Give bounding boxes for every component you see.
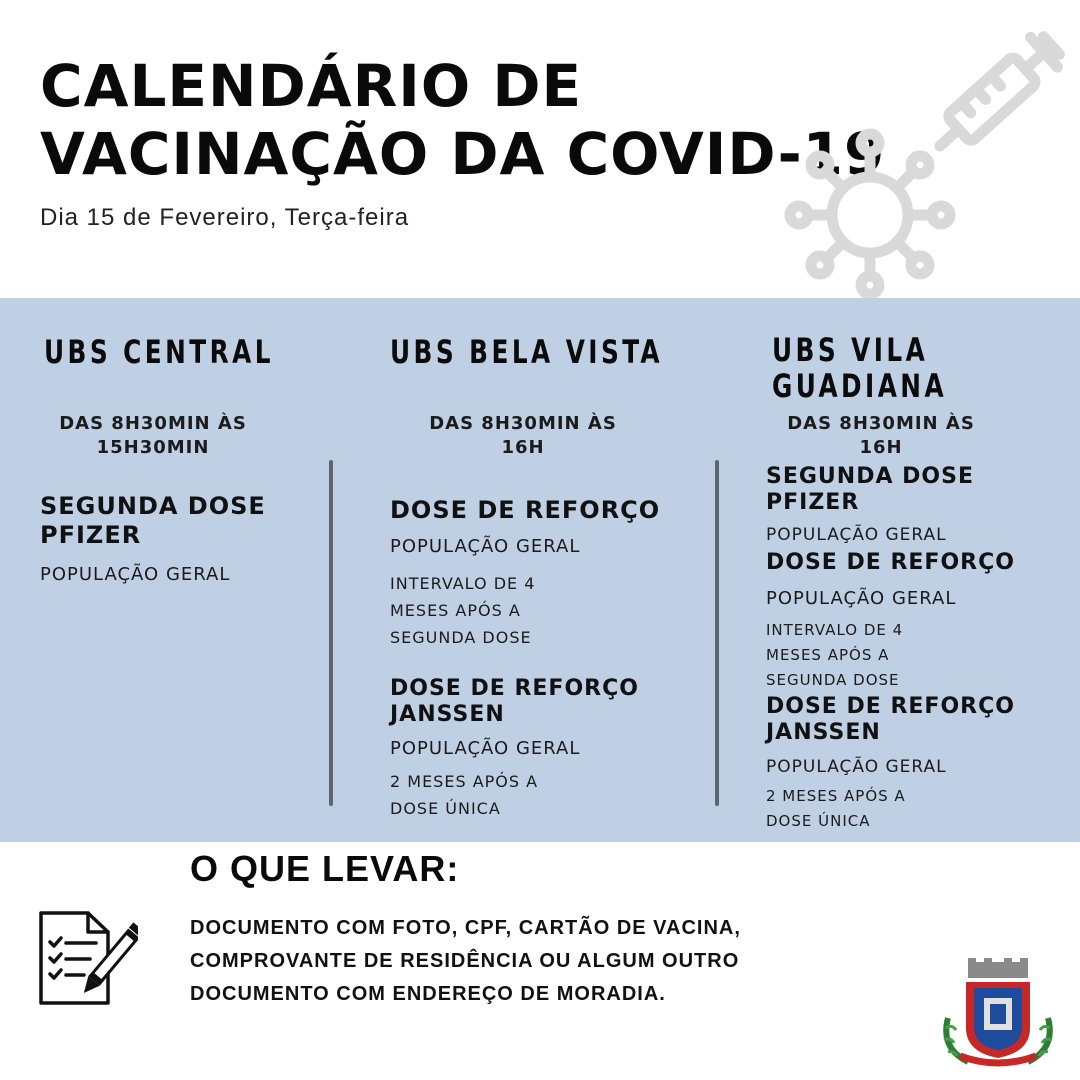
ubs-central-dose-population: POPULAÇÃO GERAL xyxy=(40,564,231,585)
column-divider-2 xyxy=(715,460,719,806)
ubs-bela-vista-dose2-population: POPULAÇÃO GERAL xyxy=(390,738,581,759)
syringe-virus-icon xyxy=(780,0,1080,300)
column-divider-1 xyxy=(329,460,333,806)
ubs-bela-vista-dose2-title: DOSE DE REFORÇO JANSSEN xyxy=(390,676,639,727)
ubs-bela-vista-name: UBS BELA VISTA xyxy=(390,333,664,371)
ubs-bela-vista-dose2-note: 2 MESES APÓS A DOSE ÚNICA xyxy=(390,772,539,818)
ubs-central-dose-title: SEGUNDA DOSE PFIZER xyxy=(40,492,266,549)
date-subtitle: Dia 15 de Fevereiro, Terça-feira xyxy=(40,204,410,231)
ubs-vila-guadiana-dose2-population: POPULAÇÃO GERAL xyxy=(766,588,957,609)
ubs-bela-vista-dose1-title: DOSE DE REFORÇO xyxy=(390,496,661,524)
city-crest-logo xyxy=(938,958,1058,1070)
ubs-vila-guadiana-hours: DAS 8H30MIN ÀS 16H xyxy=(787,413,975,458)
title-line-2: VACINAÇÃO DA COVID-19 xyxy=(40,120,886,188)
ubs-vila-guadiana-dose3-note: 2 MESES APÓS A DOSE ÚNICA xyxy=(766,787,906,830)
what-to-bring-text: DOCUMENTO COM FOTO, CPF, CARTÃO DE VACINA, COMPROVANTE DE RESIDÊNCIA OU ALGUM OUTRO DOCUMENTO COM ENDEREÇO DE MORADIA. xyxy=(190,917,741,1005)
ubs-vila-guadiana-dose1-population: POPULAÇÃO GERAL xyxy=(766,525,947,545)
ubs-vila-guadiana-dose3-population: POPULAÇÃO GERAL xyxy=(766,757,947,777)
ubs-vila-guadiana-dose1-title: SEGUNDA DOSE PFIZER xyxy=(766,464,974,515)
ubs-vila-guadiana-dose3-title: DOSE DE REFORÇO JANSSEN xyxy=(766,694,1015,745)
ubs-vila-guadiana-name: UBS VILA GUADIANA xyxy=(772,331,948,405)
ubs-bela-vista-dose1-population: POPULAÇÃO GERAL xyxy=(390,536,581,557)
title-line-1: CALENDÁRIO DE xyxy=(40,52,583,120)
ubs-central-name: UBS CENTRAL xyxy=(44,333,274,371)
ubs-central-hours: DAS 8H30MIN ÀS 15H30MIN xyxy=(59,413,247,458)
checklist-pen-icon xyxy=(38,910,138,1010)
ubs-bela-vista-hours: DAS 8H30MIN ÀS 16H xyxy=(429,413,617,458)
ubs-bela-vista-dose1-note: INTERVALO DE 4 MESES APÓS A SEGUNDA DOSE xyxy=(390,574,536,647)
what-to-bring-title: O QUE LEVAR: xyxy=(190,848,460,889)
ubs-vila-guadiana-dose2-note: INTERVALO DE 4 MESES APÓS A SEGUNDA DOSE xyxy=(766,621,904,689)
ubs-vila-guadiana-dose2-title: DOSE DE REFORÇO xyxy=(766,550,1015,575)
page-title xyxy=(40,52,900,188)
schedule-panel xyxy=(0,298,1080,842)
